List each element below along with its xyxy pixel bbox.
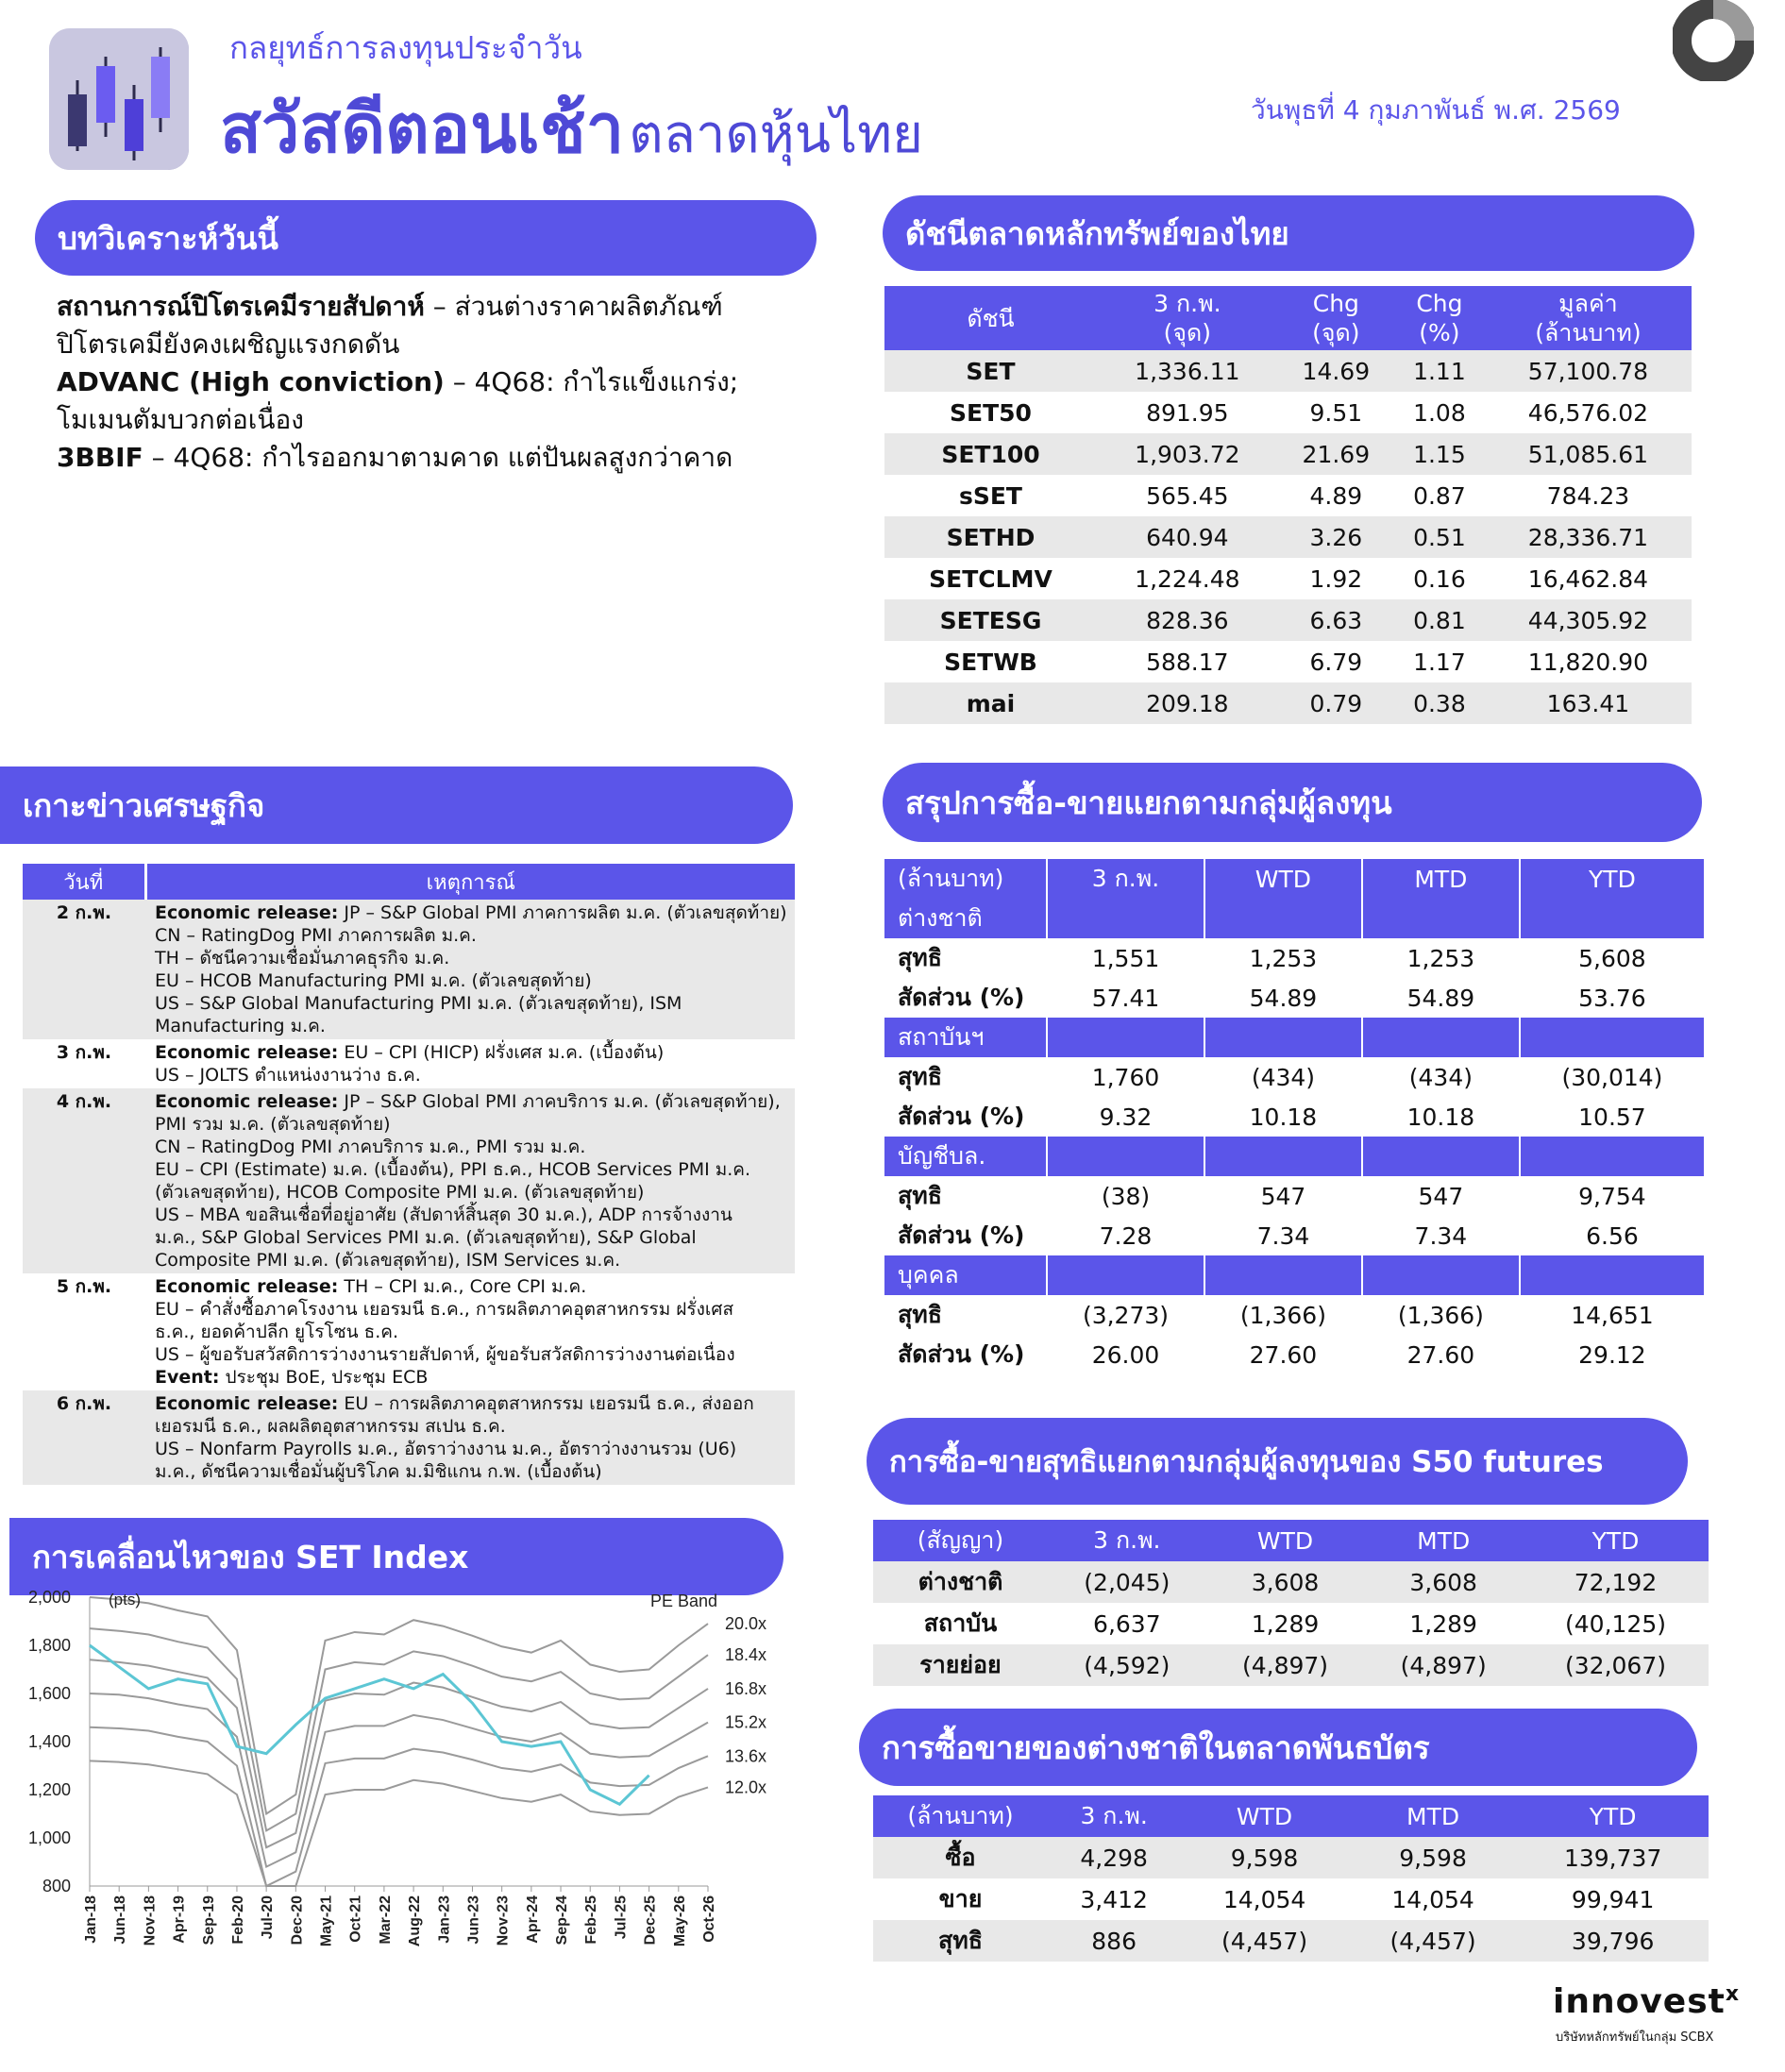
index-value: 4.89 xyxy=(1309,481,1363,510)
futures-row xyxy=(873,1603,1709,1644)
index-value: 51,085.61 xyxy=(1527,440,1649,468)
investor-metric: สุทธิ xyxy=(898,944,942,971)
pe-band-label: 16.8x xyxy=(725,1678,767,1698)
investor-value: 54.89 xyxy=(1249,984,1318,1012)
index-value: 891.95 xyxy=(1146,398,1229,427)
news-event xyxy=(145,1390,795,1485)
chart-y-tick-label: 1,600 xyxy=(27,1684,71,1703)
investor-value: 10.18 xyxy=(1406,1103,1475,1131)
news-row xyxy=(23,1390,795,1485)
index-value: 6.79 xyxy=(1309,648,1363,676)
pe-band-label: 15.2x xyxy=(725,1712,767,1732)
indices-heading: ดัชนีตลาดหลักทรัพย์ของไทย xyxy=(883,195,1694,271)
index-value: 0.51 xyxy=(1413,523,1466,551)
index-name: SET50 xyxy=(950,398,1032,427)
news-event-label: Event: xyxy=(155,1367,220,1388)
futures-value: (4,897) xyxy=(1400,1651,1487,1679)
investor-value: 1,253 xyxy=(1406,944,1475,972)
futures-value: 3,608 xyxy=(1409,1568,1477,1596)
analysis-item-text: – ส่วนต่างราคาผลิตภัณฑ์ปิโตรเคมียังคงเผชิญแรงกดดัน xyxy=(57,291,723,360)
investor-row xyxy=(884,1176,1705,1216)
investor-group-row xyxy=(884,1137,1705,1176)
news-release-text: TH – CPI ม.ค., Core CPI ม.ค. EU – คำสั่งซื้อภาคโรงงาน เยอรมนี ธ.ค., การผลิตภาคอุตสาหกรรม ฝรั่งเศส ธ.ค., ยอดค้าปลีก ยูโรโซน ธ.ค. US – ผู้ขอรับสวัสดิการว่างงานรายสัปดาห์, ผู้ขอรับสวัสดิการว่างงานต่อเนื่อง xyxy=(155,1276,735,1365)
futures-value: 3,608 xyxy=(1251,1568,1320,1596)
futures-col-header: WTD xyxy=(1206,1520,1365,1561)
col-event: เหตุการณ์ xyxy=(145,864,795,900)
chart-x-tick-label: Jul-25 xyxy=(613,1895,630,1940)
chart-x-tick-label: Dec-20 xyxy=(289,1895,306,1946)
index-value: 57,100.78 xyxy=(1527,357,1649,385)
investor-row xyxy=(884,1057,1705,1097)
investor-metric: สุทธิ xyxy=(898,1182,942,1209)
index-value: 828.36 xyxy=(1146,606,1229,634)
investor-group-spacer xyxy=(1520,1137,1705,1176)
news-row xyxy=(23,1088,795,1273)
investor-value: 7.34 xyxy=(1256,1221,1310,1250)
pe-band-title: PE Band xyxy=(649,1592,717,1610)
bonds-col-header: WTD xyxy=(1180,1795,1349,1837)
investor-group-spacer xyxy=(1204,1018,1362,1057)
bonds-value: 39,796 xyxy=(1571,1927,1655,1955)
chart-x-tick-label: Dec-25 xyxy=(642,1895,659,1946)
news-date: 5 ก.พ. xyxy=(56,1276,112,1297)
header-title-bold: สวัสดีตอนเช้า xyxy=(220,89,625,168)
economic-heading: เกาะข่าวเศรษฐกิจ xyxy=(0,766,793,844)
news-date: 4 ก.พ. xyxy=(56,1091,112,1112)
header-date: วันพุธที่ 4 กุมภาพันธ์ พ.ศ. 2569 xyxy=(1251,94,1621,126)
investor-value: (1,366) xyxy=(1397,1301,1484,1329)
chart-x-tick-label: Jan-18 xyxy=(83,1895,99,1944)
news-release-text: EU – การผลิตภาคอุตสาหกรรม เยอรมนี ธ.ค., ส่งออก เยอรมนี ธ.ค., ผลผลิตอุตสาหกรรม สเปน ธ.ค. US – Nonfarm Payrolls ม.ค., อัตราว่างงาน ม.ค., อัตราว่างงานรวม (U6) ม.ค., ดัชนีความเชื่อมั่นผู้บริโภค ม.มิชิแกน ก.พ. (เบื้องต้น) xyxy=(155,1393,754,1482)
chart-x-tick-label: Nov-23 xyxy=(495,1895,512,1946)
investor-value: (434) xyxy=(1408,1063,1473,1091)
investor-value: 10.18 xyxy=(1249,1103,1318,1131)
index-value: 640.94 xyxy=(1146,523,1229,551)
investor-value: 54.89 xyxy=(1406,984,1475,1012)
col-date: วันที่ xyxy=(23,864,145,900)
futures-table xyxy=(873,1520,1709,1686)
chart-x-tick-label: Nov-18 xyxy=(142,1895,159,1946)
chart-x-tick-label: Jul-20 xyxy=(260,1895,277,1940)
investor-value: 5,608 xyxy=(1578,944,1646,972)
indices-table-wrap xyxy=(884,286,1692,724)
indices-col-header: มูลค่า (ล้านบาท) xyxy=(1485,286,1692,350)
investor-value: (30,014) xyxy=(1561,1063,1663,1091)
index-value: 1,336.11 xyxy=(1135,357,1240,385)
futures-label: ต่างชาติ xyxy=(918,1568,1003,1595)
bonds-value: 99,941 xyxy=(1571,1885,1655,1913)
pe-band-line xyxy=(90,1628,708,1830)
futures-value: 72,192 xyxy=(1574,1568,1658,1596)
investor-value: (434) xyxy=(1251,1063,1316,1091)
chart-x-tick-label: Sep-24 xyxy=(554,1895,571,1946)
futures-value: (40,125) xyxy=(1565,1609,1666,1638)
bonds-col-header: YTD xyxy=(1517,1795,1709,1837)
index-value: 1.08 xyxy=(1413,398,1466,427)
bonds-col-header: (ล้านบาท) xyxy=(873,1795,1048,1837)
index-value: 1.11 xyxy=(1413,357,1466,385)
investor-metric: สุทธิ xyxy=(898,1301,942,1328)
news-event-text: ประชุม BoE, ประชุม ECB xyxy=(219,1367,429,1388)
candlestick-icon xyxy=(49,28,189,170)
news-event xyxy=(145,1039,795,1088)
indices-row xyxy=(884,558,1692,599)
index-value: 46,576.02 xyxy=(1527,398,1649,427)
indices-col-header: Chg (%) xyxy=(1394,286,1485,350)
bonds-row xyxy=(873,1878,1709,1920)
futures-row xyxy=(873,1644,1709,1686)
index-value: 0.16 xyxy=(1413,564,1466,593)
chart-x-tick-label: Oct-21 xyxy=(347,1895,364,1943)
footer-logo-x: x xyxy=(1725,1982,1740,2006)
futures-value: 6,637 xyxy=(1093,1609,1161,1638)
set-index-line xyxy=(90,1645,649,1804)
indices-row xyxy=(884,350,1692,392)
pe-band-label: 13.6x xyxy=(725,1746,767,1766)
bonds-row xyxy=(873,1837,1709,1878)
investor-group-spacer xyxy=(1520,1018,1705,1057)
chart-x-tick-label: Feb-25 xyxy=(583,1895,600,1945)
bonds-label: สุทธิ xyxy=(938,1927,983,1954)
index-name: SETWB xyxy=(944,648,1037,676)
analysis-item-text: – 4Q68: กำไรออกมาตามคาด แต่ปันผลสูงกว่าคาด xyxy=(143,442,733,473)
index-value: 1.15 xyxy=(1413,440,1466,468)
index-value: 0.79 xyxy=(1309,689,1363,717)
investor-row xyxy=(884,1335,1705,1374)
investor-row xyxy=(884,938,1705,978)
indices-row xyxy=(884,392,1692,433)
bonds-label: ซื้อ xyxy=(945,1844,976,1871)
investor-metric: สัดส่วน (%) xyxy=(898,1340,1025,1368)
investor-group-spacer xyxy=(1362,899,1520,938)
investor-value: 1,551 xyxy=(1091,944,1160,972)
investor-value: 53.76 xyxy=(1578,984,1646,1012)
futures-col-header: MTD xyxy=(1364,1520,1523,1561)
footer-logo xyxy=(1553,1982,1739,2021)
investor-value: 9,754 xyxy=(1578,1182,1646,1210)
chart-x-tick-label: Oct-26 xyxy=(701,1895,717,1943)
investors-table-wrap xyxy=(884,859,1706,1374)
investor-value: 1,760 xyxy=(1091,1063,1160,1091)
investor-value: 6.56 xyxy=(1586,1221,1639,1250)
index-value: 209.18 xyxy=(1146,689,1229,717)
investor-group-spacer xyxy=(1047,1255,1204,1295)
header-title-regular: ตลาดหุ้นไทย xyxy=(629,104,923,165)
index-value: 44,305.92 xyxy=(1527,606,1649,634)
index-name: sSET xyxy=(958,481,1022,510)
futures-value: (2,045) xyxy=(1084,1568,1170,1596)
news-event xyxy=(145,1088,795,1273)
investor-value: 26.00 xyxy=(1091,1340,1160,1369)
header-title xyxy=(220,74,923,182)
investor-group-row xyxy=(884,1018,1705,1057)
news-event xyxy=(145,1273,795,1390)
indices-row xyxy=(884,682,1692,724)
index-name: SETCLMV xyxy=(929,564,1052,593)
investors-col-header: 3 ก.พ. xyxy=(1047,859,1204,899)
chart-x-tick-label: Mar-22 xyxy=(377,1895,394,1945)
investor-value: 7.34 xyxy=(1414,1221,1468,1250)
chart-x-tick-label: Aug-22 xyxy=(407,1895,424,1947)
investor-group-spacer xyxy=(1362,1255,1520,1295)
investors-col-header: YTD xyxy=(1520,859,1705,899)
index-value: 0.87 xyxy=(1413,481,1466,510)
news-row xyxy=(23,1039,795,1088)
investor-value: 27.60 xyxy=(1249,1340,1318,1369)
investors-col-header: MTD xyxy=(1362,859,1520,899)
indices-table xyxy=(884,286,1692,724)
analysis-heading: บทวิเคราะห์วันนี้ xyxy=(35,200,817,276)
index-name: SETESG xyxy=(939,606,1042,634)
investor-group-name: บัญชีบล. xyxy=(884,1137,1047,1176)
index-value: 0.81 xyxy=(1413,606,1466,634)
investor-group-spacer xyxy=(1047,899,1204,938)
indices-row xyxy=(884,641,1692,682)
futures-table-wrap xyxy=(873,1520,1709,1686)
investor-row xyxy=(884,1216,1705,1255)
futures-col-header: YTD xyxy=(1523,1520,1709,1561)
index-name: SET xyxy=(966,357,1016,385)
bonds-value: (4,457) xyxy=(1389,1927,1476,1955)
investor-group-spacer xyxy=(1520,899,1705,938)
bonds-value: 139,737 xyxy=(1563,1844,1662,1872)
investor-group-spacer xyxy=(1204,1255,1362,1295)
investor-group-spacer xyxy=(1520,1255,1705,1295)
futures-row xyxy=(873,1561,1709,1603)
news-release-label: Economic release: xyxy=(155,1042,339,1063)
chart-x-tick-label: Jun-23 xyxy=(465,1895,482,1945)
chart-y-tick-label: 800 xyxy=(42,1877,71,1895)
investor-value: 1,253 xyxy=(1249,944,1318,972)
investor-value: 7.28 xyxy=(1099,1221,1153,1250)
investor-group-name: ต่างชาติ xyxy=(884,899,1047,938)
futures-heading: การซื้อ-ขายสุทธิแยกตามกลุ่มผู้ลงทุนของ S50 futures xyxy=(867,1418,1688,1505)
futures-value: (32,067) xyxy=(1565,1651,1666,1679)
investor-row xyxy=(884,978,1705,1018)
news-release-label: Economic release: xyxy=(155,902,339,923)
futures-value: (4,592) xyxy=(1084,1651,1170,1679)
chart-y-tick-label: 1,800 xyxy=(27,1636,71,1655)
investors-heading: สรุปการซื้อ-ขายแยกตามกลุ่มผู้ลงทุน xyxy=(883,763,1702,842)
bonds-value: 9,598 xyxy=(1230,1844,1299,1872)
futures-col-header: 3 ก.พ. xyxy=(1048,1520,1206,1561)
investor-group-name: สถาบันฯ xyxy=(884,1018,1047,1057)
index-value: 163.41 xyxy=(1546,689,1630,717)
investor-value: 9.32 xyxy=(1099,1103,1153,1131)
news-release-text: JP – S&P Global PMI ภาคการผลิต ม.ค. (ตัวเลขสุดท้าย) CN – RatingDog PMI ภาคการผลิต ม.ค. TH – ดัชนีความเชื่อมั่นภาคธุรกิจ ม.ค. EU – HCOB Manufacturing PMI ม.ค. (ตัวเลขสุดท้าย) US – S&P Global Manufacturing PMI ม.ค. (ตัวเลขสุดท้าย), ISM Manufacturing ม.ค. xyxy=(155,902,787,1036)
investor-value: 547 xyxy=(1418,1182,1464,1210)
pe-band-label: 20.0x xyxy=(725,1614,767,1634)
index-value: 565.45 xyxy=(1146,481,1229,510)
futures-value: (4,897) xyxy=(1241,1651,1329,1679)
news-release-label: Economic release: xyxy=(155,1276,339,1297)
index-name: mai xyxy=(966,689,1016,717)
header-subtitle: กลยุทธ์การลงทุนประจำวัน xyxy=(229,29,582,66)
header-candlestick-logo xyxy=(49,28,189,170)
news-release-text: EU – CPI (HICP) ฝรั่งเศส ม.ค. (เบื้องต้น) US – JOLTS ตำแหน่งงานว่าง ธ.ค. xyxy=(155,1042,665,1086)
index-value: 28,336.71 xyxy=(1527,523,1649,551)
bonds-value: 3,412 xyxy=(1080,1885,1148,1913)
index-name: SET100 xyxy=(941,440,1040,468)
investor-value: (38) xyxy=(1101,1182,1151,1210)
chart-y-tick-label: 1,400 xyxy=(27,1732,71,1751)
indices-row xyxy=(884,599,1692,641)
index-value: 9.51 xyxy=(1309,398,1363,427)
bonds-table xyxy=(873,1795,1709,1962)
futures-col-header: (สัญญา) xyxy=(873,1520,1048,1561)
investor-group-spacer xyxy=(1362,1137,1520,1176)
bonds-label: ขาย xyxy=(938,1885,983,1912)
investor-value: 29.12 xyxy=(1578,1340,1646,1369)
bonds-value: 14,054 xyxy=(1391,1885,1474,1913)
index-value: 21.69 xyxy=(1302,440,1371,468)
set-chart-heading: การเคลื่อนไหวของ SET Index xyxy=(9,1518,783,1595)
chart-y-axis-label: (pts) xyxy=(109,1591,141,1609)
investor-metric: สัดส่วน (%) xyxy=(898,1103,1025,1130)
investor-group-spacer xyxy=(1047,1137,1204,1176)
economic-table-wrap xyxy=(23,864,795,1485)
news-row xyxy=(23,1273,795,1390)
chart-y-tick-label: 2,000 xyxy=(27,1588,71,1607)
index-value: 11,820.90 xyxy=(1527,648,1649,676)
news-release-label: Economic release: xyxy=(155,1393,339,1414)
investor-value: (3,273) xyxy=(1082,1301,1170,1329)
indices-row xyxy=(884,516,1692,558)
bonds-value: 9,598 xyxy=(1399,1844,1467,1872)
chart-x-tick-label: Jun-18 xyxy=(112,1895,129,1945)
investor-group-spacer xyxy=(1204,899,1362,938)
chart-y-tick-label: 1,200 xyxy=(27,1780,71,1799)
indices-col-header: ดัชนี xyxy=(884,286,1097,350)
analysis-item[interactable] xyxy=(57,439,821,477)
index-value: 6.63 xyxy=(1309,606,1363,634)
news-date: 6 ก.พ. xyxy=(56,1393,112,1414)
analysis-item-title: ADVANC (High conviction) xyxy=(57,366,445,397)
index-value: 1,224.48 xyxy=(1135,564,1240,593)
investor-metric: สัดส่วน (%) xyxy=(898,1221,1025,1249)
pe-band-line xyxy=(90,1760,708,1886)
analysis-item-title: 3BBIF xyxy=(57,442,143,473)
chart-x-tick-label: Jan-23 xyxy=(436,1895,453,1944)
indices-col-header: 3 ก.พ. (จุด) xyxy=(1097,286,1278,350)
futures-label: รายย่อย xyxy=(919,1651,1002,1678)
investor-metric: สุทธิ xyxy=(898,1063,942,1090)
chart-y-tick-label: 1,000 xyxy=(27,1828,71,1847)
index-value: 16,462.84 xyxy=(1527,564,1649,593)
investor-value: 547 xyxy=(1260,1182,1306,1210)
index-name: SETHD xyxy=(946,523,1036,551)
footer-company: บริษัทหลักทรัพย์ในกลุ่ม SCBX xyxy=(1556,2030,1714,2045)
set-index-chart xyxy=(0,1586,783,1963)
investor-group-spacer xyxy=(1362,1018,1520,1057)
chart-x-tick-label: May-21 xyxy=(318,1895,335,1947)
indices-row xyxy=(884,475,1692,516)
news-date: 3 ก.พ. xyxy=(56,1042,112,1063)
analysis-item-text: – 4Q68: กำไรแข็งแกร่ง; โมเมนตัมบวกต่อเนื่อง xyxy=(57,366,739,435)
futures-label: สถาบัน xyxy=(923,1609,998,1637)
pe-band-label: 18.4x xyxy=(725,1645,767,1665)
news-release-label: Economic release: xyxy=(155,1091,339,1112)
investor-metric: สัดส่วน (%) xyxy=(898,984,1025,1011)
investor-value: 27.60 xyxy=(1406,1340,1475,1369)
investor-row xyxy=(884,1097,1705,1137)
futures-value: 1,289 xyxy=(1251,1609,1320,1638)
index-value: 3.26 xyxy=(1309,523,1363,551)
index-value: 1.17 xyxy=(1413,648,1466,676)
bonds-heading: การซื้อขายของต่างชาติในตลาดพันธบัตร xyxy=(859,1709,1697,1786)
chart-x-tick-label: Sep-19 xyxy=(200,1895,217,1946)
bonds-value: 4,298 xyxy=(1080,1844,1148,1872)
bonds-table-wrap xyxy=(873,1795,1709,1962)
bonds-value: 886 xyxy=(1091,1927,1137,1955)
investor-row xyxy=(884,1295,1705,1335)
chart-x-tick-label: May-26 xyxy=(671,1895,688,1947)
pe-band-line xyxy=(90,1693,708,1867)
index-value: 1.92 xyxy=(1309,564,1363,593)
pe-band-label: 12.0x xyxy=(725,1777,767,1797)
indices-col-header: Chg (จุด) xyxy=(1278,286,1394,350)
investor-group-name: บุคคล xyxy=(884,1255,1047,1295)
bonds-row xyxy=(873,1920,1709,1962)
investor-group-row xyxy=(884,1255,1705,1295)
investor-value: 10.57 xyxy=(1578,1103,1646,1131)
analysis-list xyxy=(57,288,821,477)
index-value: 784.23 xyxy=(1546,481,1630,510)
bonds-value: 14,054 xyxy=(1222,1885,1306,1913)
chart-x-tick-label: Apr-24 xyxy=(524,1895,541,1944)
index-value: 14.69 xyxy=(1302,357,1371,385)
index-value: 588.17 xyxy=(1146,648,1229,676)
investor-group-row xyxy=(884,899,1705,938)
analysis-item-title: สถานการณ์ปิโตรเคมีรายสัปดาห์ xyxy=(57,291,425,322)
bonds-value: (4,457) xyxy=(1221,1927,1308,1955)
bonds-col-header: MTD xyxy=(1349,1795,1518,1837)
investors-col-header: (ล้านบาท) xyxy=(884,859,1047,899)
investors-col-header: WTD xyxy=(1204,859,1362,899)
chart-x-tick-label: Feb-20 xyxy=(229,1895,246,1945)
news-event xyxy=(145,900,795,1039)
investor-group-spacer xyxy=(1047,1018,1204,1057)
news-row xyxy=(23,900,795,1039)
brand-ring-icon xyxy=(1673,0,1754,81)
index-value: 0.38 xyxy=(1413,689,1466,717)
economic-table xyxy=(23,864,795,1485)
footer-logo-text: innovest xyxy=(1553,1982,1726,2021)
investor-value: 57.41 xyxy=(1091,984,1160,1012)
analysis-item[interactable] xyxy=(57,288,821,363)
investors-table xyxy=(884,859,1706,1374)
chart-x-tick-label: Apr-19 xyxy=(171,1895,188,1944)
bonds-col-header: 3 ก.พ. xyxy=(1048,1795,1180,1837)
indices-row xyxy=(884,433,1692,475)
index-value: 1,903.72 xyxy=(1135,440,1240,468)
pe-band-line xyxy=(90,1727,708,1886)
news-release-text: JP – S&P Global PMI ภาคบริการ ม.ค. (ตัวเลขสุดท้าย), PMI รวม ม.ค. (ตัวเลขสุดท้าย) CN – RatingDog PMI ภาคบริการ ม.ค., PMI รวม ม.ค. EU – CPI (Estimate) ม.ค. (เบื้องต้น), PPI ธ.ค., HCOB Services PMI ม.ค. (ตัวเลขสุดท้าย), HCOB Composite PMI ม.ค. (ตัวเลขสุดท้าย) US – MBA ขอสินเชื่อที่อยู่อาศัย (สัปดาห์สิ้นสุด 30 ม.ค.), ADP การจ้างงาน ม.ค., S&P Global Services PMI ม.ค. (ตัวเลขสุดท้าย), S&P Global Composite PMI ม.ค. (ตัวเลขสุดท้าย), ISM Services ม.ค. xyxy=(155,1091,781,1271)
news-date: 2 ก.พ. xyxy=(56,902,112,923)
investor-group-spacer xyxy=(1204,1137,1362,1176)
investor-value: (1,366) xyxy=(1239,1301,1326,1329)
futures-value: 1,289 xyxy=(1409,1609,1477,1638)
analysis-item[interactable] xyxy=(57,363,821,439)
investor-value: 14,651 xyxy=(1571,1301,1654,1329)
